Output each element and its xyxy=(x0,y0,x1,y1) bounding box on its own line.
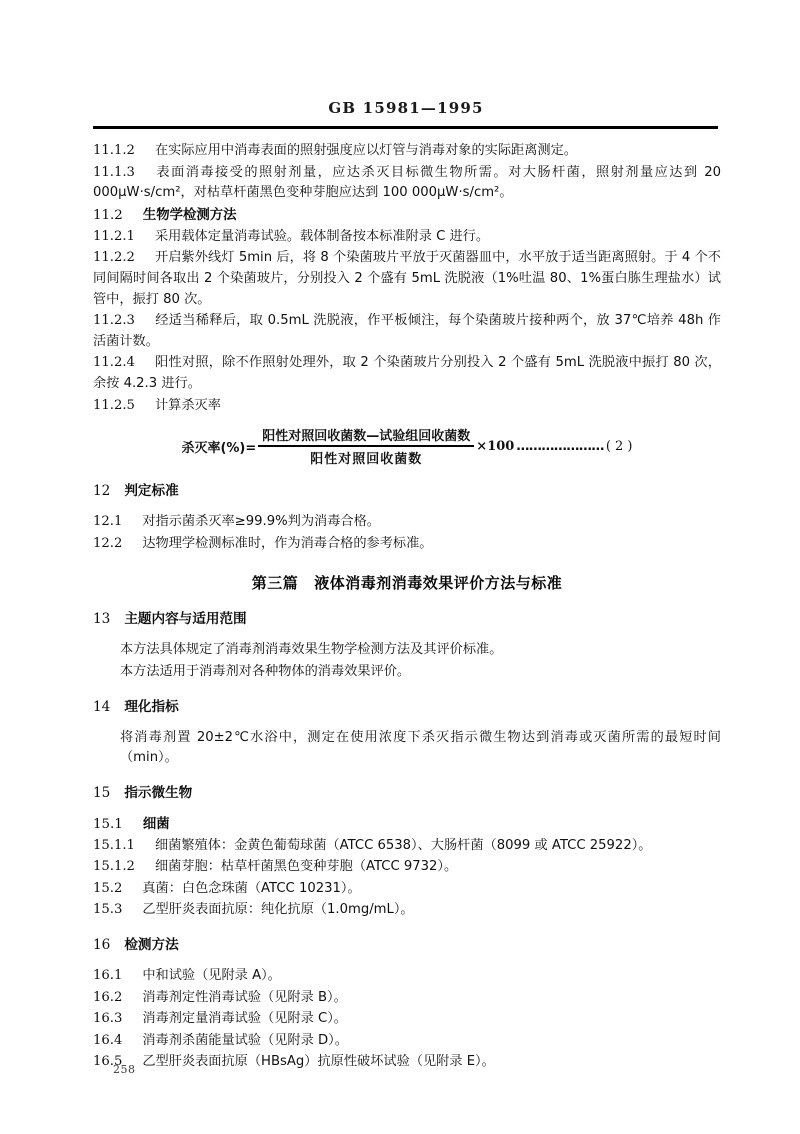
document-body xyxy=(93,141,721,1074)
clause-text: 消毒剂杀菌能量试验（见附录 D）。 xyxy=(142,1032,348,1048)
section-15-1 xyxy=(93,814,721,835)
standard-number: GB 15981—1995 xyxy=(328,99,484,117)
section-title: 判定标准 xyxy=(124,483,179,500)
part-label: 第三篇 xyxy=(251,574,299,593)
scan-left-margin xyxy=(0,0,5,1134)
formula-numerator: 阳性对照回收菌数—试验组回收菌数 xyxy=(262,429,471,445)
section-title: 细菌 xyxy=(142,816,170,832)
header-rule xyxy=(93,126,718,129)
section-title: 指示微生物 xyxy=(124,784,193,801)
section-title: 生物学检测方法 xyxy=(142,207,237,223)
clause-text: 在实际应用中消毒表面的照射强度应以灯管与消毒对象的实际距离测定。 xyxy=(154,143,577,158)
clause-16-3 xyxy=(93,1009,721,1030)
clause-text: 细菌芽胞：枯草杆菌黑色变种芽胞（ATCC 9732）。 xyxy=(154,859,458,875)
clause-text: 达物理学检测标准时，作为消毒合格的参考标准。 xyxy=(142,535,433,551)
clause-12-1 xyxy=(93,512,721,533)
clause-text: 消毒剂定量消毒试验（见附录 C）。 xyxy=(142,1011,347,1027)
section-14-paragraph-1: 将消毒剂置 20±2℃水浴中，测定在使用浓度下杀灭指示微生物达到消毒或灭菌所需的最短时间（min）。 xyxy=(120,729,721,766)
clause-text: 消毒剂定性消毒试验（见附录 B）。 xyxy=(142,989,347,1005)
clause-number: 16.3 xyxy=(93,1011,123,1027)
clause-text: 乙型肝炎表面抗原（HBsAg）抗原性破坏试验（见附录 E）。 xyxy=(142,1054,495,1070)
clause-number: 15.1.2 xyxy=(93,859,135,875)
document-header xyxy=(93,98,719,117)
clause-15-1-2 xyxy=(93,857,721,878)
clause-11-2-4 xyxy=(93,353,721,394)
clause-number: 11.2.1 xyxy=(93,228,135,244)
clause-number: 11.1.2 xyxy=(93,143,135,158)
section-13-paragraph-1: 本方法具体规定了消毒剂消毒效果生物学检测方法及其评价标准。 xyxy=(120,642,503,658)
section-number: 14 xyxy=(93,698,111,715)
section-title: 检测方法 xyxy=(124,937,179,954)
clause-number: 16.5 xyxy=(93,1054,123,1070)
clause-number: 11.2.2 xyxy=(93,250,135,266)
clause-text: 乙型肝炎表面抗原：纯化抗原（1.0mg/mL）。 xyxy=(142,902,414,918)
clause-number: 16.2 xyxy=(93,989,123,1005)
clause-11-2-3 xyxy=(93,311,721,352)
clause-12-2 xyxy=(93,534,721,555)
clause-text: 开启紫外线灯 5min 后，将 8 个染菌玻片平放于灭菌器皿中，水平放于适当距离照射。于 4 个不同间隔时间各取出 2 个染菌玻片，分别投入 2 个盛有 5mL 洗脱液（1%吐温 80、1%蛋白胨生理盐水）试管中，振打 80 次。 xyxy=(93,250,721,307)
section-number: 15.1 xyxy=(93,816,123,832)
clause-number: 16.1 xyxy=(93,968,123,984)
clause-15-3 xyxy=(93,900,721,921)
clause-11-2-1 xyxy=(93,227,721,248)
clause-text: 真菌：白色念珠菌（ATCC 10231）。 xyxy=(142,880,361,896)
kill-rate-formula xyxy=(93,425,721,467)
section-11-2 xyxy=(93,205,721,226)
section-title: 主题内容与适用范围 xyxy=(124,611,247,628)
formula-multiplier: ×100 xyxy=(476,438,515,454)
clause-number: 11.2.4 xyxy=(93,355,135,371)
clause-16-2 xyxy=(93,988,721,1009)
clause-text: 对指示菌杀灭率≥99.9%判为消毒合格。 xyxy=(142,514,380,530)
formula-dot-leader: ………………… xyxy=(516,438,604,454)
clause-16-5 xyxy=(93,1052,721,1073)
formula-fraction xyxy=(258,425,474,467)
clause-number: 12.2 xyxy=(93,535,123,551)
formula-denominator: 阳性对照回收菌数 xyxy=(310,452,423,468)
section-number: 15 xyxy=(93,784,111,801)
clause-text: 采用载体定量消毒试验。载体制备按本标准附录 C 进行。 xyxy=(154,228,490,244)
clause-16-1 xyxy=(93,966,721,987)
section-number: 11.2 xyxy=(93,207,123,223)
section-14 xyxy=(93,697,721,718)
clause-text: 细菌繁殖体：金黄色葡萄球菌（ATCC 6538）、大肠杆菌（8099 或 ATCC 25922）。 xyxy=(154,837,652,853)
section-title: 理化指标 xyxy=(124,698,179,715)
clause-number: 15.1.1 xyxy=(93,837,135,853)
section-16 xyxy=(93,935,721,956)
clause-title: 计算杀灭率 xyxy=(154,397,221,413)
section-number: 12 xyxy=(93,483,111,500)
clause-11-2-5 xyxy=(93,396,721,417)
clause-number: 12.1 xyxy=(93,514,123,530)
clause-text: 表面消毒接受的照射剂量，应达杀灭目标微生物所需。对大肠杆菌，照射剂量应达到 20 000μW·s/cm²，对枯草杆菌黑色变种芽胞应达到 100 000μW·s/cm²。 xyxy=(93,164,721,201)
section-13-paragraph-2: 本方法适用于消毒剂对各种物体的消毒效果评价。 xyxy=(120,663,411,679)
clause-15-1-1 xyxy=(93,836,721,857)
clause-number: 11.1.3 xyxy=(93,164,135,180)
section-number: 13 xyxy=(93,611,111,628)
clause-text: 经适当稀释后，取 0.5mL 洗脱液，作平板倾注，每个染菌玻片接种两个，放 37℃培养 48h 作活菌计数。 xyxy=(93,313,721,349)
section-15 xyxy=(93,783,721,804)
clause-number: 15.3 xyxy=(93,902,123,918)
clause-16-4 xyxy=(93,1031,721,1052)
section-number: 16 xyxy=(93,937,111,954)
clause-number: 11.2.3 xyxy=(93,313,135,329)
formula-left-side: 杀灭率(%)= xyxy=(181,440,257,456)
section-12 xyxy=(93,481,721,502)
clause-text: 阳性对照，除不作照射处理外，取 2 个染菌玻片分别投入 2 个盛有 5mL 洗脱液中振打 80 次，余按 4.2.3 进行。 xyxy=(93,355,721,391)
part-heading xyxy=(93,572,721,593)
clause-number: 11.2.5 xyxy=(93,397,135,413)
clause-number: 16.4 xyxy=(93,1032,123,1048)
page-number: 258 xyxy=(113,1063,136,1076)
equation-number: ( 2 ) xyxy=(605,438,633,454)
clause-15-2 xyxy=(93,879,721,900)
part-title-text: 液体消毒剂消毒效果评价方法与标准 xyxy=(314,574,563,593)
clause-11-2-2 xyxy=(93,248,721,310)
clause-number: 15.2 xyxy=(93,880,123,896)
clause-11-1-3 xyxy=(93,163,721,204)
clause-text: 中和试验（见附录 A）。 xyxy=(142,968,281,984)
clause-11-1-2 xyxy=(93,141,721,162)
section-13 xyxy=(93,609,721,630)
